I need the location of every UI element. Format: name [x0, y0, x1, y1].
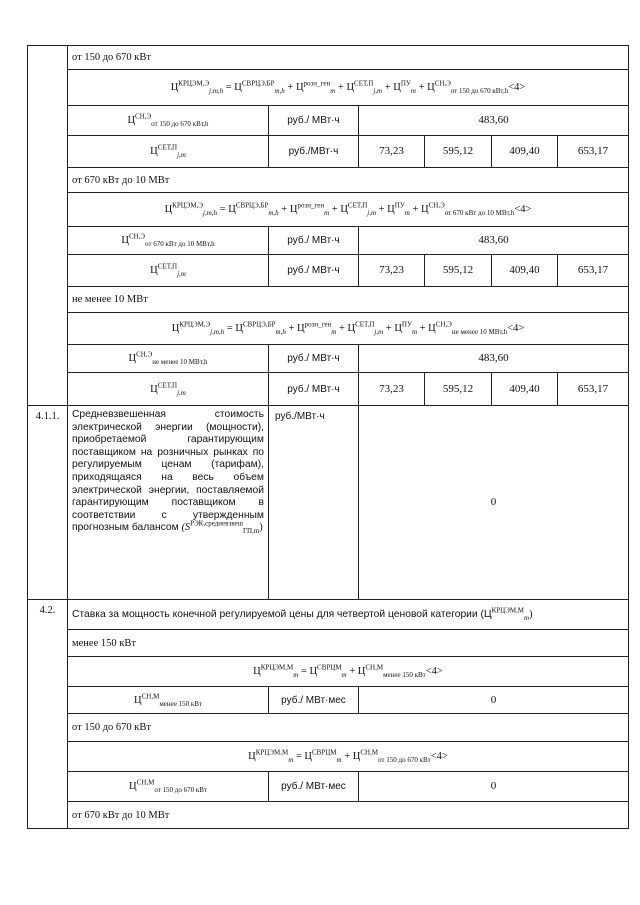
value-cell: 409,40 [492, 254, 558, 286]
value-cell: 0 [359, 686, 629, 713]
section-label-670-10-m: от 670 кВт до 10 МВт [68, 801, 629, 829]
formula-row-1 [68, 69, 629, 105]
unit-cell: руб./МВт·ч [269, 135, 359, 167]
sn-label-cell: $Ц^{СН,М}_{от 150 до 670 кВт}$ [68, 771, 269, 801]
unit-cell: руб./ МВт·ч [269, 226, 359, 254]
set-label-cell: $Ц^{СЕТ,П}_{j,m}$ [68, 372, 269, 405]
description-4-2: Ставка за мощность конечной регулируемой цены для четвертой ценовой категории (Ц $^{КРЦЭМ,М}_m$) [68, 599, 629, 629]
value-cell: 73,23 [359, 372, 425, 405]
unit-cell: руб./ МВт·мес [269, 771, 359, 801]
sn-label-cell: $Ц^{СН,Э}_{от 670 кВт до 10 МВт,h}$ [68, 226, 269, 254]
formula-row-3 [68, 312, 629, 344]
description-4-1-1: Средневзвешенная стоимость электрической энергии (мощности), приобретаемой гарантирующим поставщиком на розничных рынках по регулируемым ценам (тарифам), приходящаяся на весь объем электрической энергии, поставляемой гарантирующим поставщиком в соответствии с утвержденным прогнозным балансом $(S^{РЭК,средневзвеш}_{ГП,m})$ [68, 405, 269, 599]
value-cell: 483,60 [359, 344, 629, 372]
formula-4: $Ц^{КРЦЭМ,М}_m = Ц^{СВРЦМ}_m + Ц^{СН,М}_{менее 150 кВт}<4>$ [253, 663, 443, 680]
value-cell: 595,12 [425, 254, 492, 286]
value-cell: 653,17 [558, 254, 629, 286]
section-label-150-670 [68, 45, 629, 69]
unit-cell: руб./ МВт·ч [269, 105, 359, 135]
set-label-cell: $Ц^{СЕТ,П}_{j,m}$ [68, 135, 269, 167]
section-label-10: не менее 10 МВт [68, 286, 629, 312]
formula-row-2 [68, 192, 629, 226]
formula-2: $Ц^{КРЦЭМ,Э}_{j,m,h} = Ц^{СВРЦЭ,БР}_{m,h} + Ц^{розн\_ген}_m + Ц^{СЕТ,П}_{j,m} + Ц^{ПУ}_m + Ц^{СН,Э}_{от 670 кВт до 10 МВт,h}<4>$ [164, 201, 532, 218]
section-text: от 150 до 670 кВт [72, 52, 151, 63]
unit-cell: руб./МВт·ч [269, 405, 359, 599]
unit-cell: руб./ МВт·мес [269, 686, 359, 713]
unit-cell: руб./ МВт·ч [269, 344, 359, 372]
value-cell: 483,60 [359, 105, 629, 135]
formula-row-4 [68, 656, 629, 686]
row-number-cell-empty [27, 45, 68, 405]
section-label-less-150: менее 150 кВт [68, 629, 629, 656]
formula-1: $Ц^{КРЦЭМ,Э}_{j,m,h} = Ц^{СВРЦЭ,БР}_{m,h} + Ц^{розн\_ген}_m + Ц^{СЕТ,П}_{j,m} + Ц^{ПУ}_m + Ц^{СН,Э}_{от 150 до 670 кВт,h}<4>$ [170, 79, 526, 96]
value-cell: 0 [359, 405, 629, 599]
formula-row-5 [68, 741, 629, 771]
sn-label-cell: $Ц^{СН,Э}_{не менее 10 МВт,h}$ [68, 344, 269, 372]
value-cell: 0 [359, 771, 629, 801]
value-cell: 409,40 [492, 372, 558, 405]
value-cell: 73,23 [359, 135, 425, 167]
set-label-cell: $Ц^{СЕТ,П}_{j,m}$ [68, 254, 269, 286]
value-cell: 73,23 [359, 254, 425, 286]
sn-label-cell: $Ц^{СН,Э}_{от 150 до 670 кВт,h}$ [68, 105, 269, 135]
formula-3: $Ц^{КРЦЭМ,Э}_{j,m,h} = Ц^{СВРЦЭ,БР}_{m,h} + Ц^{розн\_ген}_m + Ц^{СЕТ,П}_{j,m} + Ц^{ПУ}_m + Ц^{СН,Э}_{не менее 10 МВт,h}<4>$ [171, 320, 525, 337]
unit-cell: руб./ МВт·ч [269, 254, 359, 286]
value-cell: 595,12 [425, 372, 492, 405]
value-cell: 653,17 [558, 372, 629, 405]
row-number-4-1-1: 4.1.1. [27, 405, 68, 599]
value-cell: 483,60 [359, 226, 629, 254]
sn-label-cell: $Ц^{СН,М}_{менее 150 кВт}$ [68, 686, 269, 713]
section-label-670-10: от 670 кВт до 10 МВт [68, 167, 629, 192]
row-number-4-2: 4.2. [27, 599, 68, 829]
formula-5: $Ц^{КРЦЭМ,М}_m = Ц^{СВРЦМ}_m + Ц^{СН,М}_{от 150 до 670 кВт}<4>$ [248, 748, 448, 765]
unit-cell: руб./ МВт·ч [269, 372, 359, 405]
value-cell: 595,12 [425, 135, 492, 167]
section-label-150-670-m: от 150 до 670 кВт [68, 713, 629, 741]
value-cell: 653,17 [558, 135, 629, 167]
value-cell: 409,40 [492, 135, 558, 167]
